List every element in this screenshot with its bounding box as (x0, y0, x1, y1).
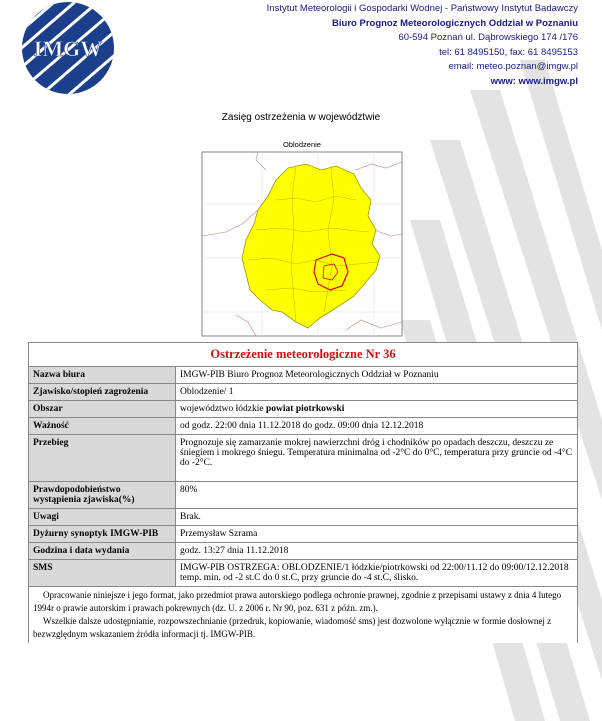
row-value (176, 401, 578, 418)
warning-map (196, 140, 408, 340)
area-county: powiat piotrkowski (266, 404, 345, 414)
map-phenomenon-label: Oblodzenie (283, 140, 321, 149)
table-row (29, 384, 578, 401)
row-label: Prawdopodobieństwo wystąpienia zjawiska(%) (29, 482, 176, 509)
table-row (29, 435, 578, 482)
row-label: Obszar (29, 401, 176, 418)
table-row (29, 367, 578, 384)
office-phone: tel: 61 8495150, fax: 61 8495153 (439, 46, 578, 58)
row-label: Godzina i data wydania (29, 543, 176, 560)
voivodeship-map (196, 140, 408, 340)
table-row (29, 401, 578, 418)
row-value: 80% (176, 482, 578, 509)
table-row (29, 509, 578, 526)
table-row (29, 560, 578, 587)
row-value: IMGW-PIB OSTRZEGA: OBLODZENIE/1 łódzkie/piotrkowski od 22:00/11.12 do 09:00/12.12.2018 temp. min. od -2 st.C do 0 st.C, przy gruncie do -4 st.C, ślisko. (176, 560, 578, 587)
row-label: SMS (29, 560, 176, 587)
row-label: Nazwa biura (29, 367, 176, 384)
logo-text: IMGW (33, 36, 103, 61)
row-label: Dyżurny synoptyk IMGW-PIB (29, 526, 176, 543)
row-value: Prognozuje się zamarzanie mokrej nawierzchni dróg i chodników po opadach deszczu, deszczu ze śniegiem i mokrego śniegu. Temperatura minimalna od -2°C do 0°C, temperatura przy gruncie od -4°C do -2°C. (176, 435, 578, 482)
row-label: Ważność (29, 418, 176, 435)
row-value: godz. 13:27 dnia 11.12.2018 (176, 543, 578, 560)
area-region: województwo łódzkie (180, 404, 267, 414)
warning-title: Ostrzeżenie meteorologiczne Nr 36 (29, 343, 578, 367)
row-label: Zjawisko/stopień zagrożenia (29, 384, 176, 401)
office-website[interactable]: www: www.imgw.pl (490, 75, 578, 87)
table-row (29, 526, 578, 543)
copyright-notice (28, 587, 578, 643)
office-email[interactable]: email: meteo.poznan@imgw.pl (448, 61, 578, 72)
organization-info (267, 2, 578, 89)
institute-name: Instytut Meteorologii i Gospodarki Wodnej - Państwowy Instytut Badawczy (266, 3, 578, 14)
imgw-logo (20, 0, 116, 96)
distribution-paragraph: Wszelkie dalsze udostępnianie, rozpowszechnianie (przedruk, kopiowanie, wiadomość sms) jest dozwolone wyłącznie w formie dosłownej z bezwzględnym wskazaniem źródła informacji tj. IMGW-PIB. (33, 616, 552, 639)
office-address: 60-594 Poznań ul. Dąbrowskiego 174 /176 (398, 32, 578, 43)
copyright-paragraph: Opracowanie niniejsze i jego format, jako przedmiot prawa autorskiego podlega ochronie prawnej, zgodnie z przepisami ustawy z dnia 4 lutego 1994r o prawie autorskim i prawach pokrewnych (dz. U. z 2006 r. Nr 90, poz. 631 z późn. zm.). (33, 590, 562, 613)
row-value: Oblodzenie/ 1 (176, 384, 578, 401)
table-row (29, 543, 578, 560)
row-value: Brak. (176, 509, 578, 526)
row-label: Przebieg (29, 435, 176, 482)
table-row (29, 482, 578, 509)
table-row (29, 418, 578, 435)
letterhead (0, 0, 602, 100)
warning-table (28, 342, 578, 587)
row-label: Uwagi (29, 509, 176, 526)
row-value: od godz. 22:00 dnia 11.12.2018 do godz. 09:00 dnia 12.12.2018 (176, 418, 578, 435)
row-value: Przemysław Szrama (176, 526, 578, 543)
row-value: IMGW-PIB Biuro Prognoz Meteorologicznych Oddział w Poznaniu (176, 367, 578, 384)
office-name: Biuro Prognoz Meteorologicznych Oddział w Poznaniu (332, 17, 578, 29)
map-title: Zasięg ostrzeżenia w województwie (221, 112, 381, 123)
